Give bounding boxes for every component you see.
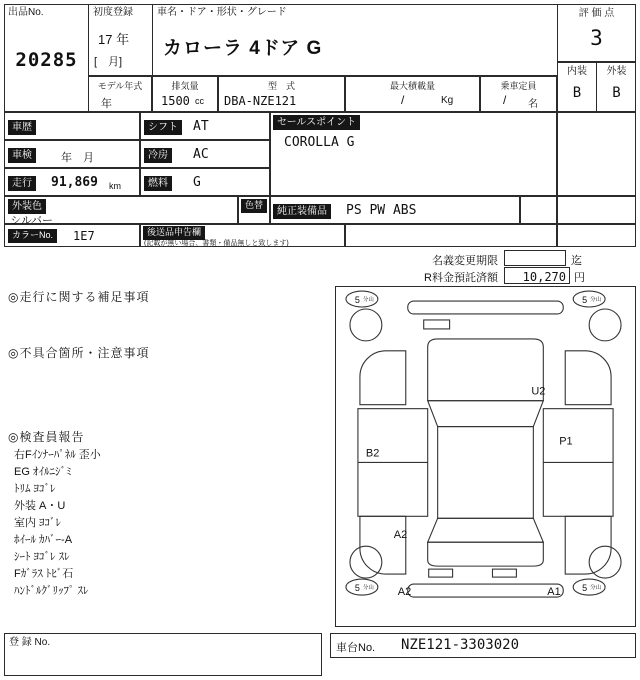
cell-registration-no bbox=[4, 633, 322, 676]
tire-tread-front-right: 5 bbox=[582, 295, 588, 306]
cell-shift bbox=[140, 112, 270, 140]
tire-tread-unit-front-left: 分山 bbox=[362, 297, 374, 304]
damage-mark-a2-mid: A2 bbox=[393, 529, 408, 542]
score-label: 評 価 点 bbox=[578, 8, 615, 19]
hood bbox=[428, 339, 544, 401]
chassis-no-label: 車台No. bbox=[336, 642, 376, 654]
model-year-label: モデル年式 bbox=[97, 81, 143, 91]
front-left-fender bbox=[360, 351, 406, 405]
exterior-color-chip: 外装色 bbox=[8, 199, 46, 214]
equipment-chip: 純正装備品 bbox=[273, 204, 331, 219]
max-load-value: / bbox=[401, 93, 405, 107]
report-item: ｼｰﾄ ﾖｺﾞﾚ ｽﾚ bbox=[14, 551, 70, 563]
exterior-color-value: シルバー bbox=[10, 215, 53, 227]
cell-color-change bbox=[238, 196, 270, 224]
tire-tread-unit-rear-right: 分山 bbox=[590, 585, 602, 592]
model-year-value: 年 bbox=[101, 98, 112, 110]
defect-note-heading: ◎不具合箇所・注意事項 bbox=[8, 346, 150, 360]
damage-mark-p1: P1 bbox=[559, 435, 573, 448]
cell-empty-right-top bbox=[557, 112, 636, 196]
mileage-value: 91,869 bbox=[51, 175, 98, 190]
tire-tread-unit-front-right: 分山 bbox=[590, 297, 602, 304]
cell-history bbox=[4, 112, 140, 140]
fuel-value: G bbox=[193, 175, 201, 190]
cell-mileage bbox=[4, 168, 140, 196]
damage-mark-b2: B2 bbox=[365, 447, 380, 460]
cell-equipment bbox=[270, 196, 520, 224]
tire-tread-front-left: 5 bbox=[354, 295, 360, 306]
cell-empty-right-mid bbox=[557, 196, 636, 224]
cell-capacity bbox=[480, 76, 557, 112]
car-name-value: カローラ 4ドア G bbox=[163, 38, 323, 59]
later-items-chip: 後送品申告欄 bbox=[143, 226, 205, 240]
cell-model-code bbox=[218, 76, 345, 112]
wheel-front-right bbox=[589, 309, 621, 341]
roof bbox=[438, 427, 534, 519]
color-change-chip: 色替 bbox=[241, 199, 267, 213]
report-item: EG ｵｲﾙﾆｼﾞﾐ bbox=[14, 466, 72, 478]
model-code-label: 型 式 bbox=[267, 81, 295, 91]
max-load-unit: Kg bbox=[441, 95, 454, 106]
wheel-front-left bbox=[350, 309, 382, 341]
wheel-rear-left bbox=[350, 546, 382, 578]
aircon-chip: 冷房 bbox=[144, 148, 172, 163]
front-right-fender bbox=[565, 351, 611, 405]
mileage-note-heading: ◎走行に関する補足事項 bbox=[8, 290, 150, 304]
car-diagram-cell bbox=[335, 286, 636, 627]
later-items-note: (記載が無い場合、書類・備品無しと致します) bbox=[144, 240, 289, 247]
cell-inspection bbox=[4, 140, 140, 168]
report-item: ﾎｲｰﾙ ｶﾊﾞｰ-A bbox=[14, 534, 73, 546]
name-change-box bbox=[504, 250, 566, 266]
displacement-value: 1500 bbox=[161, 94, 190, 108]
rear-lamp-left bbox=[429, 569, 453, 577]
mileage-unit: km bbox=[109, 181, 121, 191]
max-load-label: 最大積載量 bbox=[389, 81, 435, 91]
damage-mark-a2-bottom: A2 bbox=[397, 586, 412, 599]
interior-label: 内装 bbox=[567, 66, 587, 77]
shift-chip: シフト bbox=[144, 120, 182, 135]
interior-grade: B bbox=[572, 85, 582, 101]
tire-tread-unit-rear-left: 分山 bbox=[362, 585, 374, 592]
deposit-amount: 10,270 bbox=[522, 270, 566, 284]
exterior-grade: B bbox=[612, 85, 621, 101]
inspection-value: 年 月 bbox=[61, 152, 94, 164]
first-reg-label: 初度登録 bbox=[93, 7, 133, 18]
rear-lamp-right bbox=[492, 569, 516, 577]
aircon-value: AC bbox=[193, 147, 209, 162]
name-change-suffix: 迄 bbox=[571, 255, 582, 267]
rear-left-fender bbox=[360, 516, 406, 574]
damage-mark-u2: U2 bbox=[531, 385, 546, 398]
chassis-no-value: NZE121-3303020 bbox=[401, 637, 520, 653]
tire-tread-rear-right: 5 bbox=[582, 583, 588, 594]
cell-empty-right-bottom bbox=[557, 224, 636, 247]
sales-point-value: COROLLA G bbox=[284, 135, 355, 150]
inspector-heading: ◎検査員報告 bbox=[8, 430, 85, 444]
color-no-chip: カラーNo. bbox=[8, 229, 57, 243]
auction-no-value: 20285 bbox=[15, 49, 78, 71]
wheel-rear-right bbox=[589, 546, 621, 578]
first-reg-month: [ 月] bbox=[94, 56, 123, 68]
cell-grades bbox=[557, 62, 636, 112]
cell-fuel bbox=[140, 168, 270, 196]
windshield bbox=[428, 401, 544, 427]
car-name-header: 車名・ドア・形状・グレード bbox=[157, 7, 287, 18]
deposit-unit: 円 bbox=[574, 272, 585, 284]
auction-no-label: 出品No. bbox=[8, 7, 44, 18]
first-reg-year: 17 年 bbox=[98, 32, 130, 47]
exterior-label: 外装 bbox=[606, 66, 627, 77]
cell-displacement bbox=[152, 76, 218, 112]
cell-exterior-color bbox=[4, 196, 238, 227]
report-item: ﾄﾘﾑ ﾖｺﾞﾚ bbox=[14, 483, 56, 495]
capacity-value: / bbox=[503, 93, 507, 107]
capacity-unit: 名 bbox=[528, 99, 538, 110]
trunk bbox=[428, 542, 544, 566]
report-item: 外装 A・U bbox=[14, 500, 66, 512]
cell-sales-point bbox=[270, 112, 557, 196]
displacement-label: 排気量 bbox=[171, 81, 199, 91]
history-chip: 車歴 bbox=[8, 120, 36, 135]
report-item: 室内 ﾖｺﾞﾚ bbox=[14, 517, 62, 529]
damage-mark-a1: A1 bbox=[547, 586, 561, 599]
cell-color-no bbox=[4, 224, 140, 247]
inspector-report-list bbox=[14, 446, 101, 599]
cell-later-items bbox=[140, 224, 345, 247]
registration-no-label: 登 録 No. bbox=[9, 637, 51, 648]
sales-point-chip: セールスポイント bbox=[273, 115, 360, 130]
displacement-unit: cc bbox=[195, 96, 204, 106]
model-code-value: DBA-NZE121 bbox=[224, 94, 297, 108]
cell-model-year bbox=[88, 76, 152, 112]
cell-max-load bbox=[345, 76, 480, 112]
score-value: 3 bbox=[590, 26, 603, 50]
cell-chassis-no bbox=[330, 633, 636, 658]
shift-value: AT bbox=[193, 119, 209, 134]
report-item: 右Fｲﾝﾅｰﾊﾟﾈﾙ 歪小 bbox=[14, 449, 101, 461]
name-change-label: 名義変更期限 bbox=[432, 255, 498, 267]
cell-empty-small bbox=[520, 196, 557, 224]
fuel-chip: 燃料 bbox=[144, 176, 172, 191]
car-diagram bbox=[336, 287, 635, 626]
report-item: Fｶﾞﾗｽ ﾄﾋﾞ石 bbox=[14, 568, 74, 580]
cell-empty-row-e bbox=[345, 224, 557, 247]
report-item: ﾊﾝﾄﾞﾙｸﾞﾘｯﾌﾟ ｽﾚ bbox=[14, 585, 89, 597]
tire-tread-rear-left: 5 bbox=[354, 583, 360, 594]
front-bumper bbox=[408, 301, 563, 314]
deposit-label: R料金預託済額 bbox=[424, 272, 498, 284]
inspection-chip: 車検 bbox=[8, 148, 36, 163]
rear-right-fender bbox=[565, 516, 611, 574]
cell-auction-no bbox=[4, 4, 89, 112]
cell-car-name bbox=[152, 4, 558, 76]
cell-score bbox=[557, 4, 636, 62]
cell-first-registration bbox=[88, 4, 153, 76]
deposit-box bbox=[504, 267, 570, 284]
color-no-value: 1E7 bbox=[73, 229, 95, 243]
license-plate bbox=[424, 320, 450, 329]
mileage-chip: 走行 bbox=[8, 176, 36, 191]
rear-bumper bbox=[408, 584, 563, 597]
capacity-label: 乗車定員 bbox=[500, 81, 537, 91]
rear-window bbox=[428, 518, 544, 542]
equipment-value: PS PW ABS bbox=[346, 203, 417, 218]
cell-aircon bbox=[140, 140, 270, 168]
